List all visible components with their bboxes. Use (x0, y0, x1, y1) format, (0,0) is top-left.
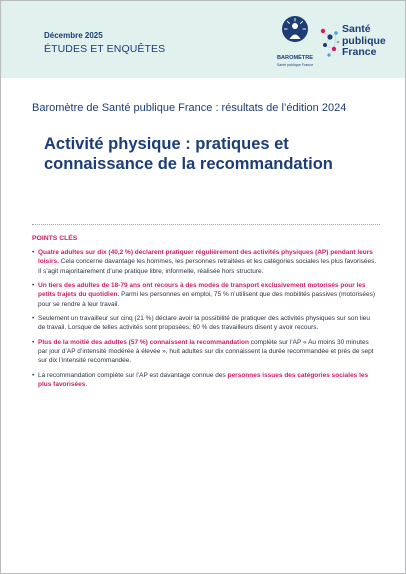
header-band (1, 1, 405, 78)
key-point-text: Cela concerne davantage les hommes, les personnes retraitées et les catégories sociales les plus favorisées. Il s’agit majoritairement d’une pratique libre, informelle, réalisée hors structure. (38, 258, 377, 275)
network-dots-icon (319, 25, 341, 59)
bullet-icon: • (32, 371, 35, 379)
key-point-item (32, 371, 379, 390)
barometre-logo (269, 15, 321, 65)
key-points-label: POINTS CLÉS (32, 235, 78, 242)
key-point-highlight: personnes issues des catégories sociales les plus favorisées (38, 371, 369, 389)
key-point-text: Seulement un travailleur sur cinq (21 %) déclare avoir la possibilité de pratiquer des activités physiques sur son lieu de travail. Lorsque de telles activités sont proposées, 60 % des travailleurs disent y avoir recours. (38, 315, 371, 332)
key-point-highlight: Quatre adultes sur dix (40,2 %) déclarent pratiquer régulièrement des activités physiques (AP) pendant leurs loisirs. (38, 249, 373, 266)
key-point-item (32, 248, 379, 276)
bullet-icon: • (32, 282, 35, 290)
bullet-icon: • (32, 338, 35, 346)
section-divider (32, 224, 380, 225)
key-point-text: Parmi les personnes en emploi, 75 % n’utilisent que des mobilités passives (motorisées) pour se rendre à leur travail. (38, 291, 376, 308)
bullet-icon: • (32, 249, 35, 256)
person-sun-icon (281, 15, 309, 53)
barometre-logo-subtitle: Santé publique France (276, 63, 314, 67)
report-subtitle: Baromètre de Santé publique France : résultats de l’édition 2024 (32, 102, 347, 114)
key-point-item (32, 314, 379, 333)
barometre-logo-name: BAROMÈTRE (276, 55, 314, 61)
key-point-highlight: Plus de la moitié des adultes (57 %) connaissent la recommandation (38, 338, 249, 346)
bullet-icon: • (32, 315, 35, 323)
key-point-tail: . (85, 381, 88, 389)
spf-logo-text: Santé publique France (342, 23, 386, 58)
publication-date: Décembre 2025 (44, 31, 103, 40)
key-point-text: La recommandation complète sur l’AP est davantage connue des (38, 371, 228, 379)
key-point-text: complète sur l’AP « Au moins 30 minutes par jour d’AP d’intensité modérée à élevée », huit adultes sur dix connaissent la durée recommandée et près de sept sur dix l’intensité recommandée. (38, 338, 374, 365)
key-point-item (32, 338, 379, 366)
series-label: ÉTUDES ET ENQUÊTES (44, 43, 166, 55)
key-points-list (32, 248, 379, 394)
report-title: Activité physique : pratiques et connaissance de la recommandation (44, 135, 333, 173)
key-point-item (32, 281, 379, 309)
spf-logo (319, 21, 389, 65)
key-point-highlight: Un tiers des adultes de 18-79 ans ont recours à des modes de transport exclusivement motorisés pour les petits trajets du quotidien. (38, 282, 366, 299)
document-page (1, 1, 405, 573)
